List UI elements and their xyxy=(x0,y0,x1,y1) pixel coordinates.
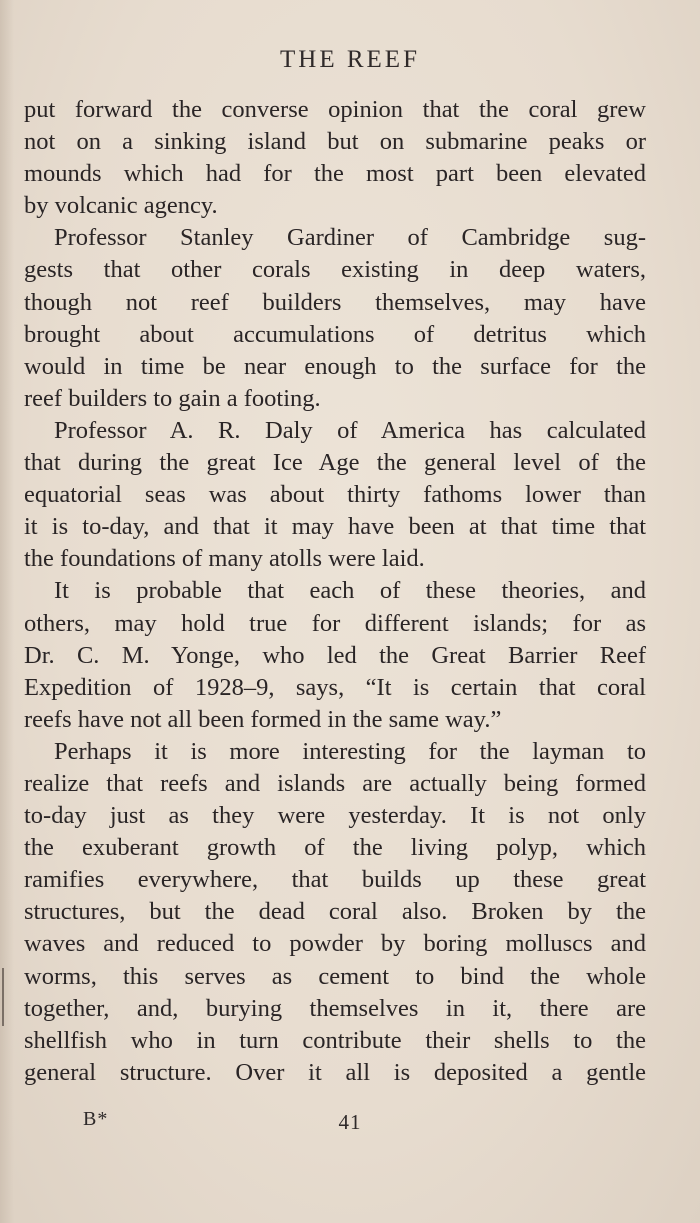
text-line: brought about accumulations of detritus which xyxy=(24,320,646,348)
page-footer xyxy=(0,1106,700,1136)
text-line: not on a sinking island but on submarine peaks or xyxy=(24,128,646,156)
text-line: equatorial seas was about thirty fathoms lower than xyxy=(24,481,646,509)
text-line: that during the great Ice Age the general level of the xyxy=(24,449,646,477)
text-line: Dr. C. M. Yonge, who led the Great Barrier Reef xyxy=(24,641,646,669)
text-line: ramifies everywhere, that builds up these great xyxy=(24,866,646,894)
text-line: the exuberant growth of the living polyp, which xyxy=(24,834,646,862)
text-line: would in time be near enough to the surface for the xyxy=(24,352,646,380)
text-line: together, and, burying themselves in it, there are xyxy=(24,994,646,1022)
page-number: 41 xyxy=(338,1110,362,1134)
text-line: reefs have not all been formed in the same way.” xyxy=(24,705,502,733)
text-line: Professor Stanley Gardiner of Cambridge sug- xyxy=(54,224,646,252)
page-gutter-shadow xyxy=(0,0,14,1223)
running-head: THE REEF xyxy=(280,46,420,73)
text-line: realize that reefs and islands are actually being formed xyxy=(24,769,646,797)
body-text xyxy=(24,94,646,1089)
text-line: though not reef builders themselves, may have xyxy=(24,288,646,316)
text-line: mounds which had for the most part been elevated xyxy=(24,160,646,188)
text-line: Professor A. R. Daly of America has calculated xyxy=(54,416,646,444)
text-line: general structure. Over it all is deposited a gentle xyxy=(24,1058,646,1086)
text-line: waves and reduced to powder by boring molluscs and xyxy=(24,930,646,958)
text-line: it is to-day, and that it may have been at that time that xyxy=(24,513,646,541)
text-line: shellfish who in turn contribute their shells to the xyxy=(24,1026,646,1054)
signature-mark: B* xyxy=(83,1108,109,1130)
text-line: the foundations of many atolls were laid. xyxy=(24,545,425,573)
margin-rule-mark xyxy=(2,968,4,1026)
text-line: structures, but the dead coral also. Broken by the xyxy=(24,898,646,926)
text-line: worms, this serves as cement to bind the whole xyxy=(24,962,646,990)
text-line: reef builders to gain a footing. xyxy=(24,384,321,412)
text-line: put forward the converse opinion that the coral grew xyxy=(24,96,646,123)
text-line: It is probable that each of these theories, and xyxy=(54,577,646,605)
text-line: gests that other corals existing in deep waters, xyxy=(24,256,646,284)
text-line: Perhaps it is more interesting for the layman to xyxy=(54,737,646,765)
text-line: others, may hold true for different islands; for as xyxy=(24,609,646,637)
text-line: Expedition of 1928–9, says, “It is certain that coral xyxy=(24,673,646,701)
text-line: to-day just as they were yesterday. It is not only xyxy=(24,802,646,830)
text-line: by volcanic agency. xyxy=(24,192,218,220)
